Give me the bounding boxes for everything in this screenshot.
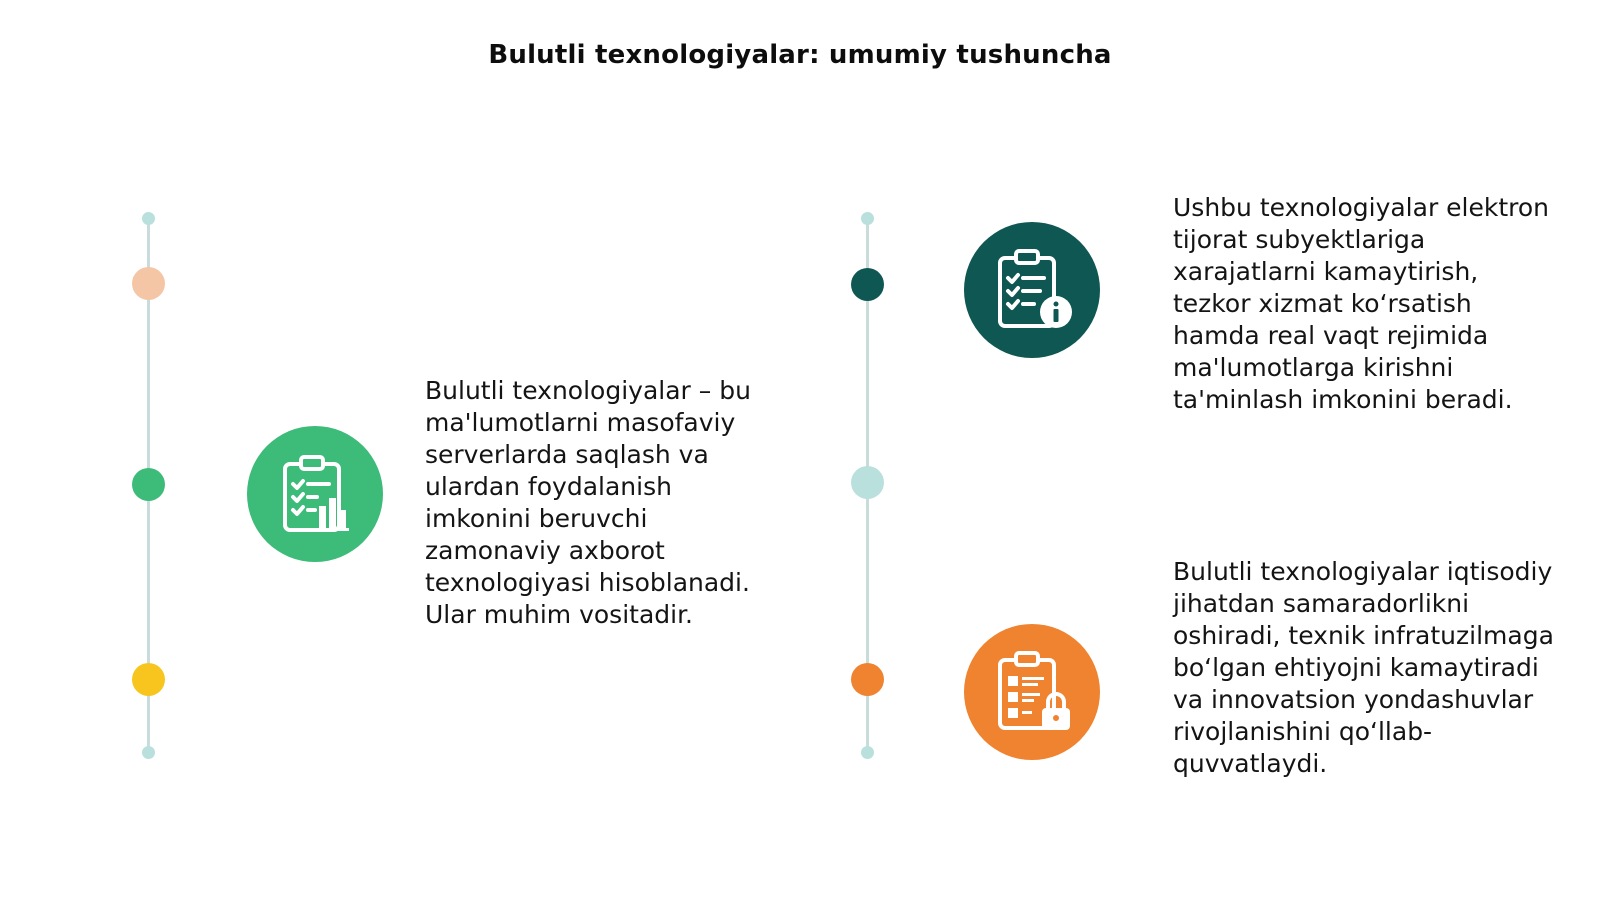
timeline-end-dot [142,746,155,759]
page-title: Bulutli texnologiyalar: umumiy tushuncha [488,40,1112,70]
timeline-end-dot [861,212,874,225]
timeline-left [129,212,169,772]
timeline-dot-teal-light [851,466,884,499]
timeline-end-dot [142,212,155,225]
timeline-dot-yellow [132,663,165,696]
block-text-2: Ushbu texnologiyalar elektron tijorat subyektlariga xarajatlarni kamaytirish, tezkor xizmat koʻrsatish hamda real vaqt rejimida ma'lumotlarga kirishni ta'minlash imkonini beradi. [1173,193,1550,414]
timeline-dot-green [132,468,165,501]
timeline-middle [848,212,888,772]
clipboard-info-icon [964,222,1100,358]
block-text-1: Bulutli texnologiyalar – bu ma'lumotlarni masofaviy serverlarda saqlash va ulardan foydalanish imkonini beruvchi zamonaviy axborot texnologiyasi hisoblanadi. Ular muhim vositadir. [425,376,751,629]
timeline-dot-peach [132,267,165,300]
block-text-3: Bulutli texnologiyalar iqtisodiy jihatdan samaradorlikni oshiradi, texnik infratuzilmaga boʻlgan ehtiyojni kamaytiradi va innovatsion yondashuvlar rivojlanishini qoʻllab-quvvatlaydi. [1173,557,1554,778]
timeline-end-dot [861,746,874,759]
timeline-dot-orange [851,663,884,696]
clipboard-chart-icon [247,426,383,562]
clipboard-lock-icon [964,624,1100,760]
timeline-dot-teal-dark [851,268,884,301]
